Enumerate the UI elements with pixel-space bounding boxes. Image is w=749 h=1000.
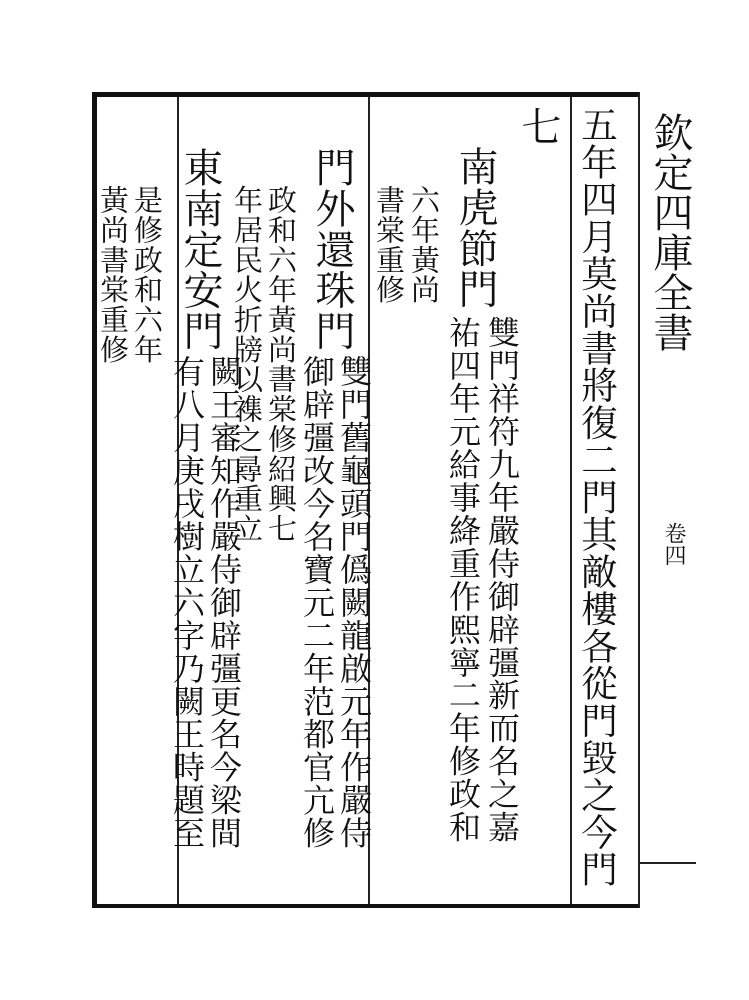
volume-label: 卷四 (661, 522, 686, 566)
gate-heading: 東南定安門 (177, 147, 223, 351)
annotation-column: 御辟彊改今名寶元二年范都官亢修 (298, 355, 336, 850)
annotation-column: 雙門舊龜頭門僞闕龍啟元年作嚴侍 (335, 355, 373, 850)
gate-heading: 門外還珠門 (309, 147, 355, 351)
column-rule (570, 97, 572, 904)
annotation-column: 書棠重修 (372, 185, 406, 305)
book-title: 欽定四庫全書 (647, 112, 693, 352)
section-number: 七 (515, 106, 561, 147)
page-edge-margin (638, 92, 698, 908)
annotation-column: 祐四年元給事絳重作熙寧二年修政和 (444, 316, 482, 844)
annotation-column: 是修政和六年 (130, 185, 164, 365)
annotation-column: 黃尚書棠重修 (96, 185, 130, 365)
annotation-column: 六年黃尚 (407, 185, 441, 305)
annotation-column: 政和六年黃尚書棠修紹興七 (264, 185, 298, 544)
annotation-column: 年居民火折牓以襍之尋重立 (230, 185, 264, 544)
main-text-column: 五年四月莫尚書將復二門其敵樓各從門毀之今門 (575, 106, 619, 888)
gate-heading: 南虎節門 (452, 146, 498, 310)
margin-rule (640, 862, 696, 864)
annotation-column: 有八月庚戌樹立六字乃闕王時題至 (168, 355, 206, 850)
annotation-column: 雙門祥符九年嚴侍御辟彊新而名之嘉 (483, 316, 521, 844)
annotation-column: 闕王審知作嚴侍御辟彊更名今梁間 (205, 355, 243, 850)
